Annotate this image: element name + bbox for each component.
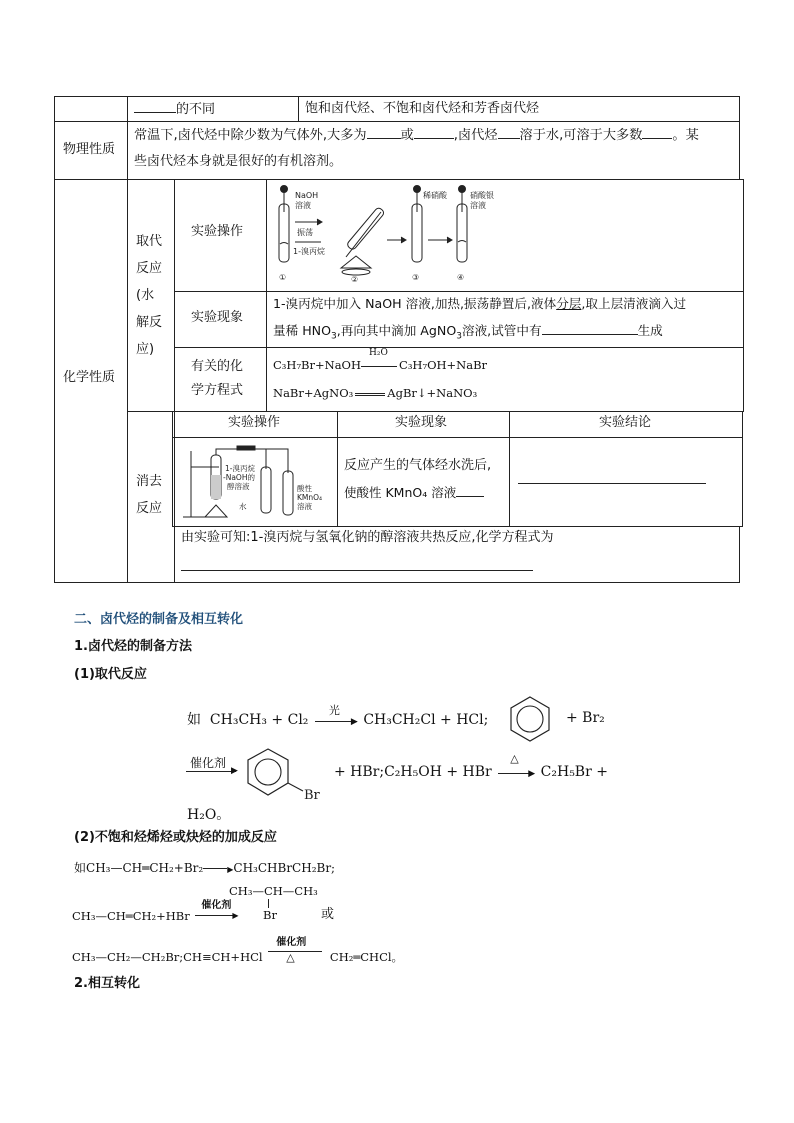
fig-step4: ④ xyxy=(457,273,465,282)
eq-catalyst-label: 催化剂 xyxy=(190,756,227,770)
eq-propene-hbr: CH₃—CH═CH₂+HBr 催化剂 ▶ xyxy=(72,900,239,923)
elim-fig-l3: 醇溶液 xyxy=(227,482,250,491)
sub-op-figure-cell xyxy=(266,179,744,292)
sub-eq-label-cell xyxy=(174,347,267,412)
structure-blank-suffix: 的不同 xyxy=(176,102,216,117)
elim-head-concl: 实验结论 xyxy=(599,415,652,430)
elim-obs-cell xyxy=(337,437,510,527)
elim-concl-blank xyxy=(518,472,706,484)
sub-eq2: NaBr+AgNO₃ AgBr↓+NaNO₃ xyxy=(273,386,478,400)
fig-agno3-label: 硝酸银 xyxy=(470,191,494,200)
heading-substitution: (1)取代反应 xyxy=(74,667,147,682)
elim-head-obs-cell xyxy=(337,411,510,438)
sub-obs-content-cell xyxy=(266,291,744,348)
eq-br2-tail: + Br₂ xyxy=(566,710,605,726)
elim-conclusion-blank xyxy=(181,559,533,571)
fig-bromopropane-label: 1-溴丙烷 xyxy=(293,247,325,256)
elim-fig-water: 水 xyxy=(239,502,247,511)
elim-conclusion-row xyxy=(174,526,740,583)
bromobenzene-icon xyxy=(243,745,323,801)
sub-obs-line1: 1-溴丙烷中加入 NaOH 溶液,加热,振荡静置后,液体分层,取上层清液滴入过 xyxy=(273,296,687,311)
chemical-label-cell xyxy=(54,179,128,583)
heading-preparation: 1.卤代烃的制备方法 xyxy=(74,639,192,654)
fig-agno3-sol-label: 溶液 xyxy=(470,201,486,210)
physical-label-cell xyxy=(54,121,128,180)
physical-label: 物理性质 xyxy=(63,142,116,157)
fig-naoh-label: NaOH xyxy=(295,191,319,200)
elim-conclusion-text: 由实验可知:1-溴丙烷与氢氧化钠的醇溶液共热反应,化学方程式为 xyxy=(181,530,554,545)
elimination-label: 消去 反应 xyxy=(136,474,163,516)
structure-classes-text: 饱和卤代烃、不饱和卤代烃和芳香卤代烃 xyxy=(305,101,540,116)
elim-obs-line1: 反应产生的气体经水洗后, xyxy=(344,458,492,473)
fig-step1: ① xyxy=(279,273,287,282)
row-structure-blank-cell xyxy=(127,96,299,122)
sub-op-label-cell xyxy=(174,179,267,292)
elim-head-op-cell xyxy=(172,411,338,438)
heading-addition: (2)不饱和烃烯烃或炔烃的加成反应 xyxy=(74,830,277,845)
eq-ethanol-hbr: + HBr;C₂H₅OH + HBr △ ▶ C₂H₅Br + xyxy=(334,752,608,780)
sub-op-label: 实验操作 xyxy=(191,224,244,239)
fig-step2: ② xyxy=(351,275,359,284)
eq-2-bromopropane-top: CH₃—CH—CH₃ xyxy=(229,884,318,898)
fig-solution-label: 溶液 xyxy=(295,201,311,210)
eq-1-bromopropane-acetylene: CH₃—CH₂—CH₂Br;CH≡CH+HCl 催化剂 △ CH₂═CHCl。 xyxy=(72,937,404,964)
row-structure-label-cell xyxy=(54,96,128,122)
sub-eq-label: 有关的化 学方程式 xyxy=(191,359,244,398)
eq-2-bromopropane-bond xyxy=(268,899,269,908)
sub-eq-content-cell xyxy=(266,347,744,412)
substitution-label: 取代 反应 (水 解反 应) xyxy=(136,234,163,357)
elim-fig-l1: 1-溴丙烷 xyxy=(225,464,255,473)
fig-shake-label: 振荡 xyxy=(297,228,313,237)
fig-step3: ③ xyxy=(412,273,420,282)
elim-head-op: 实验操作 xyxy=(228,415,281,430)
elim-fig-acid: 酸性 xyxy=(297,484,312,493)
elim-obs-line2: 使酸性 KMnO₄ 溶液 xyxy=(344,485,484,501)
elim-concl-cell xyxy=(509,437,743,527)
physical-content-cell xyxy=(127,121,740,180)
fig-dilute-hno3-label: 稀硝酸 xyxy=(423,191,447,200)
chemical-label: 化学性质 xyxy=(63,370,116,385)
svg-text:Br: Br xyxy=(304,788,320,801)
sub-obs-label: 实验现象 xyxy=(191,310,244,325)
elim-fig-kmno4: KMnO₄ xyxy=(297,493,323,502)
section2-title: 二、卤代烃的制备及相互转化 xyxy=(74,612,244,627)
eq-ethane-chlorination: 如 CH₃CH₃ + Cl₂ 光 ▶ CH₃CH₂Cl + HCl; xyxy=(187,704,489,728)
elimination-apparatus-figure xyxy=(177,441,333,525)
elimination-label-cell xyxy=(127,411,175,583)
eq-or: 或 xyxy=(321,907,335,922)
elim-fig-sol: 溶液 xyxy=(297,502,312,511)
substitution-apparatus-figure xyxy=(271,182,511,288)
substitution-label-cell xyxy=(127,179,175,412)
elim-fig-l2: -NaOH的 xyxy=(223,473,255,482)
row-structure-classes-cell xyxy=(298,96,740,122)
sub-obs-line2: 量稀 $HNO_3$,再向其中滴加 AgNO$_3$溶液,试管中有 生成 xyxy=(273,323,663,342)
heading-interconversion: 2.相互转化 xyxy=(74,976,140,991)
physical-line1: 常温下,卤代烃中除少数为气体外,大多为 或 ,卤代烃 溶于水,可溶于大多数 。某 xyxy=(134,128,699,143)
eq-propene-br2: 如CH₃—CH═CH₂+Br₂ ▶CH₃CHBrCH₂Br; xyxy=(74,861,336,875)
physical-line2: 些卤代烃本身就是很好的有机溶剂。 xyxy=(134,154,343,169)
benzene-ring-icon xyxy=(507,694,553,744)
eq-catalyst-arrowhead: ▶ xyxy=(231,766,238,776)
sub-eq1: C₃H₇Br+NaOH H₂O C₃H₇OH+NaBr xyxy=(273,348,488,372)
elim-op-figure-cell xyxy=(172,437,338,527)
sub-obs-label-cell xyxy=(174,291,267,348)
eq-water: H₂O。 xyxy=(187,807,231,823)
eq-2-bromopropane-br: Br xyxy=(263,908,277,922)
elim-head-concl-cell xyxy=(509,411,743,438)
eq-catalyst-arrow xyxy=(186,771,236,772)
elim-head-obs: 实验现象 xyxy=(395,415,448,430)
